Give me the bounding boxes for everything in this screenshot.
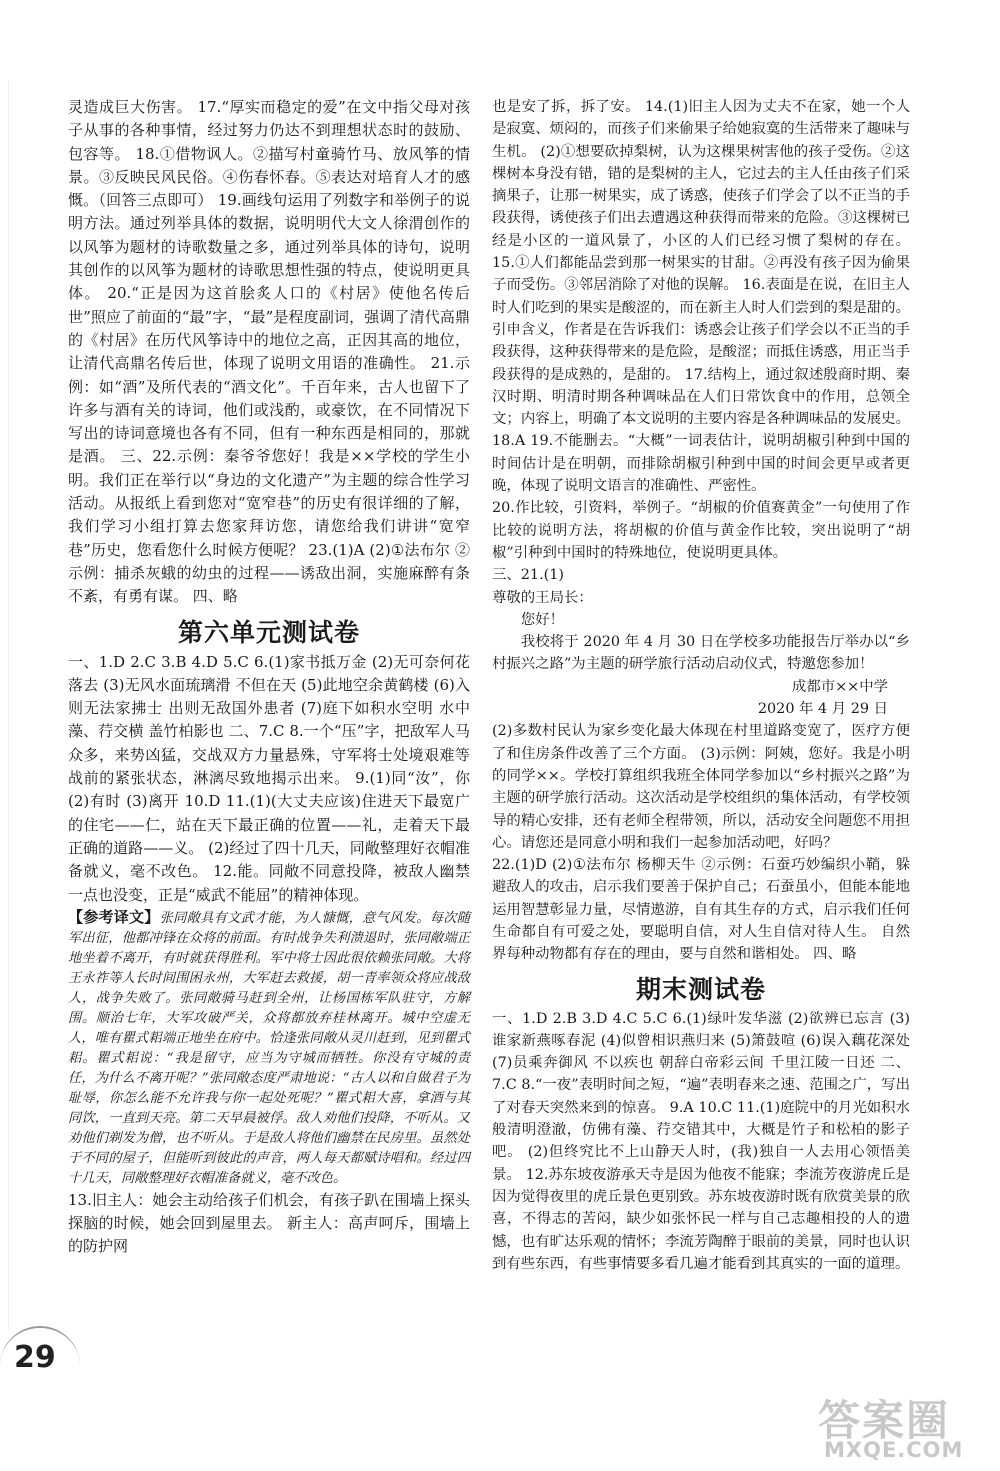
right-paragraph-5: 一、1.D 2.B 3.D 4.C 5.C 6.(1)绿叶发华滋 (2)欲辨已忘言 (3)谁家新燕啄春泥 (4)似曾相识燕归来 (5)箫鼓喧 (6)误入藕花深处 (7)员乘奔御风 不以疾也 朝辞白帝彩云间 千里江陵一日还 二、7.C 8.“一夜”表明时间之短，“遍”表明春来之速、范围之广，写出了对春天突然来到的惊喜。 9.A 10.C 11.(1)庭院中的月光如积水般清明澄澈，仿佛有藻、荇交错其中，大概是竹子和松柏的影子吧。 (2)但终究比不上山静天人时，(我)独自一人去用心领悟美景。 12.苏东坡夜游承天寺是因为他夜不能寐；李流芳夜游虎丘是因为觉得夜里的虎丘景色更别致。苏东坡夜游时既有欣赏美景的欣喜，不得志的苦闷，缺少如张怀民一样与自己志趣相投的人的遗憾，也有旷达乐观的情怀；李流芳陶醉于眼前的美景，同时也认识到有些东西，有些事情要多看几遍才能看到其真实的一面的道理。 <box>492 1010 910 1272</box>
letter-body: 我校将于 2020 年 4 月 30 日在学校多功能报告厅举办以“乡村振兴之路”为主题的研学旅行活动启动仪式，特邀您参加！ <box>492 634 910 673</box>
reference-tag: 【参考译文】 <box>68 907 160 926</box>
page-number: 29 <box>14 1340 56 1375</box>
heading-final-exam: 期末测试卷 <box>635 974 766 1004</box>
letter-greeting: 尊敬的王局长： <box>492 589 593 606</box>
letter-date: 2020 年 4 月 29 日 <box>757 701 888 718</box>
right-paragraph-3: (2)多数村民认为家乡变化最大体现在村里道路变宽了，医疗方便了和住房条件改善了三个方面。 (3)示例：阿姨，您好。我是小明的同学××。学校打算组织我班全体同学参加以“乡村振兴之路”为主题的研学旅行活动。这次活动是学校组织的集体活动，有学校领导的精心安排，还有老师全程带领，所以，活动安全问题您不用担心。请您还是同意小明和我们一起参加活动吧，好吗？ <box>492 723 910 851</box>
right-column <box>492 96 910 1275</box>
margin-line <box>8 80 9 1330</box>
letter-signature: 成都市××中学 <box>791 678 888 695</box>
reference-translation <box>68 907 470 1189</box>
reference-text: 张同敞具有文武才能，为人慷慨，意气风发。每次随军出征，他都冲锋在众将的前面。有时战争失利溃退时，张同敞端正地坐着不离开，有时就获得胜利。军中将士因此很依赖张同敞。大将王永祚等人长时间围困永州，大军赶去救援，胡一青率领众将应战敌人，战争失败了。张同敞骑马赶到全州，让杨国栋军队驻守，方解围。顺治七年，大军攻破严关，众将都放弃桂林离开。城中空虚无人，唯有瞿式耜端正地坐在府中。恰逢张同敞从灵川赶到，见到瞿式耜。瞿式耜说：“我是留守，应当为守城而牺牲。你没有守城的责任，为什么不离开呢？”张同敞态度严肃地说：“古人以和自做君子为耻辱，你怎么能不允许我与你一起处死呢？”瞿式耜大喜，拿酒与其同饮，一直到天亮。第二天早晨被俘。敌人劝他们投降，不听从。又劝他们剃发为僧，也不听从。于是敌人将他们幽禁在民房里。虽然处于不同的屋子，但能听到彼此的声音，两人每天都赋诗唱和。经过四十几天，同敞整理好衣帽准备就义，毫不改色。 <box>68 910 470 1186</box>
letter-hello: 您好！ <box>520 611 564 628</box>
right-paragraph-1: 也是安了拆，拆了安。 14.(1)旧主人因为丈夫不在家，她一个人是寂寞、烦闷的，而孩子们来偷果子给她寂寞的生活带来了趣味与生机。 (2)①想要砍掉梨树，认为这棵果树害他的孩子受伤。②这棵树本身没有错，错的是梨树的主人，它过去的主人任由孩子们采摘果子，让那一树果实，成了诱惑，使孩子们学会了以不正当的手段获得，诱使孩子们出去遭遇这种获得而带来的危险。③这棵树已经是小区的一道风景了，小区的人们已经习惯了梨树的存在。 15.①人们都能品尝到那一树果实的甘甜。②再没有孩子因为偷果子而受伤。③邻居消除了对他的误解。 16.表面是在说，在旧主人时人们吃到的果实是酸涩的，而在新主人时人们尝到的梨是甜的。引申含义，作者是在告诉我们：诱惑会让孩子们学会以不正当的手段获得，这种获得带来的是危险，是酸涩；而抵住诱惑，用正当手段获得的是成熟的，是甜的。 17.结构上，通过叙述殷商时期、秦汉时期、明清时期各种调味品在人们日常饮食中的作用，总领全文；内容上，明确了本文说明的主要内容是各种调味品的发展史。 18.A 19.不能删去。“大概”一词表估计，说明胡椒引种到中国的时间估计是在明朝，而排除胡椒引种到中国的时间会更早或者更晚，体现了说明文语言的准确性、严密性。 <box>492 99 910 495</box>
section-3-label: 三、21.(1) <box>492 567 565 584</box>
left-paragraph-2: 一、1.D 2.C 3.B 4.D 5.C 6.(1)家书抵万金 (2)无可奈何花落去 (3)无风水面琉璃滑 不但在天 (5)此地空余黄鹤楼 (6)入则无法家拂士 出则无敌国外患者 (7)庭下如积水空明 水中藻、荇交横 盖竹柏影也 二、7.C 8.一个“压”字，把敌军人马众多，来势凶猛，交战双方力量悬殊，守军将士处境艰难等战前的紧张状态，淋漓尽致地揭示出来。 9.(1)同“汝”，你 (2)有时 (3)离开 10.D 11.(1)(大丈夫应该)住进天下最宽广的住宅——仁，站在天下最正确的位置——礼，走着天下最正确的道路——义。 (2)经过了四十几天，同敞整理好衣帽准备就义，毫不改色。 12.能。同敞不同意投降，被敌人幽禁一点也没变，正是“威武不能屈”的精神体现。 <box>68 652 470 904</box>
right-paragraph-2: 20.作比较，引资料，举例子。“胡椒的价值赛黄金”一句使用了作比较的说明方法，将胡椒的价值与黄金作比较，突出说明了“胡椒”引种到中国时的特殊地位，使说明更具体。 <box>492 500 910 561</box>
left-column <box>68 96 470 1259</box>
right-paragraph-4: 22.(1)D (2)①法布尔 杨柳天牛 ②示例：石蚕巧妙编织小鞘，躲避敌人的攻击，启示我们要善于保护自己；石蚕虽小，但能本能地运用智慧彰显力量，尽情遨游，自有其生存的方式，启示我们任何生命都自有可爱之处，要聪明自信，对人生自信对待人生。 自然界每种动物都有存在的理由，要与自然和谐相处。 四、略 <box>492 857 910 963</box>
watermark-logo <box>818 1388 983 1468</box>
heading-unit6: 第六单元测试卷 <box>177 617 360 647</box>
left-paragraph-1: 灵造成巨大伤害。 17.“厚实而稳定的爱”在文中指父母对孩子从事的各种事情，经过努力仍达不到理想状态时的鼓励、包容等。 18.①借物讽人。②描写村童骑竹马、放风筝的情景。③反映民风民俗。④伤春怀春。⑤表达对培育人才的感慨。（回答三点即可） 19.画线句运用了列数字和举例子的说明方法。通过列举具体的数据，说明明代大文人徐渭创作的以风筝为题材的诗歌数量之多，通过列举具体的诗句，说明其创作的以风筝为题材的诗歌思想性强的特点，使说明更具体。 20.“正是因为这首脍炙人口的《村居》使他名传后世”照应了前面的“最”字，“最”是程度副词，强调了清代高鼎的《村居》在历代风筝诗中的地位之高，正因其高的地位，让清代高鼎名传后世，体现了说明文用语的准确性。 21.示例：如“酒”及所代表的“酒文化”。千百年来，古人也留下了许多与酒有关的诗词，他们或浅酌，或豪饮，在不同情况下写出的诗词意境也各有不同，但有一种东西是相同的，那就是酒。 三、22.示例：秦爷爷您好！我是××学校的学生小明。我们正在举行以“身边的文化遗产”为主题的综合性学习活动。从报纸上看到您对“宽窄巷”的历史有很详细的了解，我们学习小组打算去您家拜访您，请您给我们讲讲“宽窄巷”历史，您看您什么时候方便呢？ 23.(1)A (2)①法布尔 ②示例：捕杀灰蛾的幼虫的过程——诱敌出洞，实施麻醉有条不紊，有勇有谋。 四、略 <box>68 98 470 606</box>
left-paragraph-3: 13.旧主人：她会主动给孩子们机会，有孩子趴在围墙上探头探脑的时候，她会回到屋里去。 新主人：高声呵斥，围墙上的防护网 <box>68 1190 470 1256</box>
watermark-url-text: MXQE.COM <box>824 1438 964 1462</box>
watermark-main-text: 答案圈 <box>818 1396 951 1445</box>
